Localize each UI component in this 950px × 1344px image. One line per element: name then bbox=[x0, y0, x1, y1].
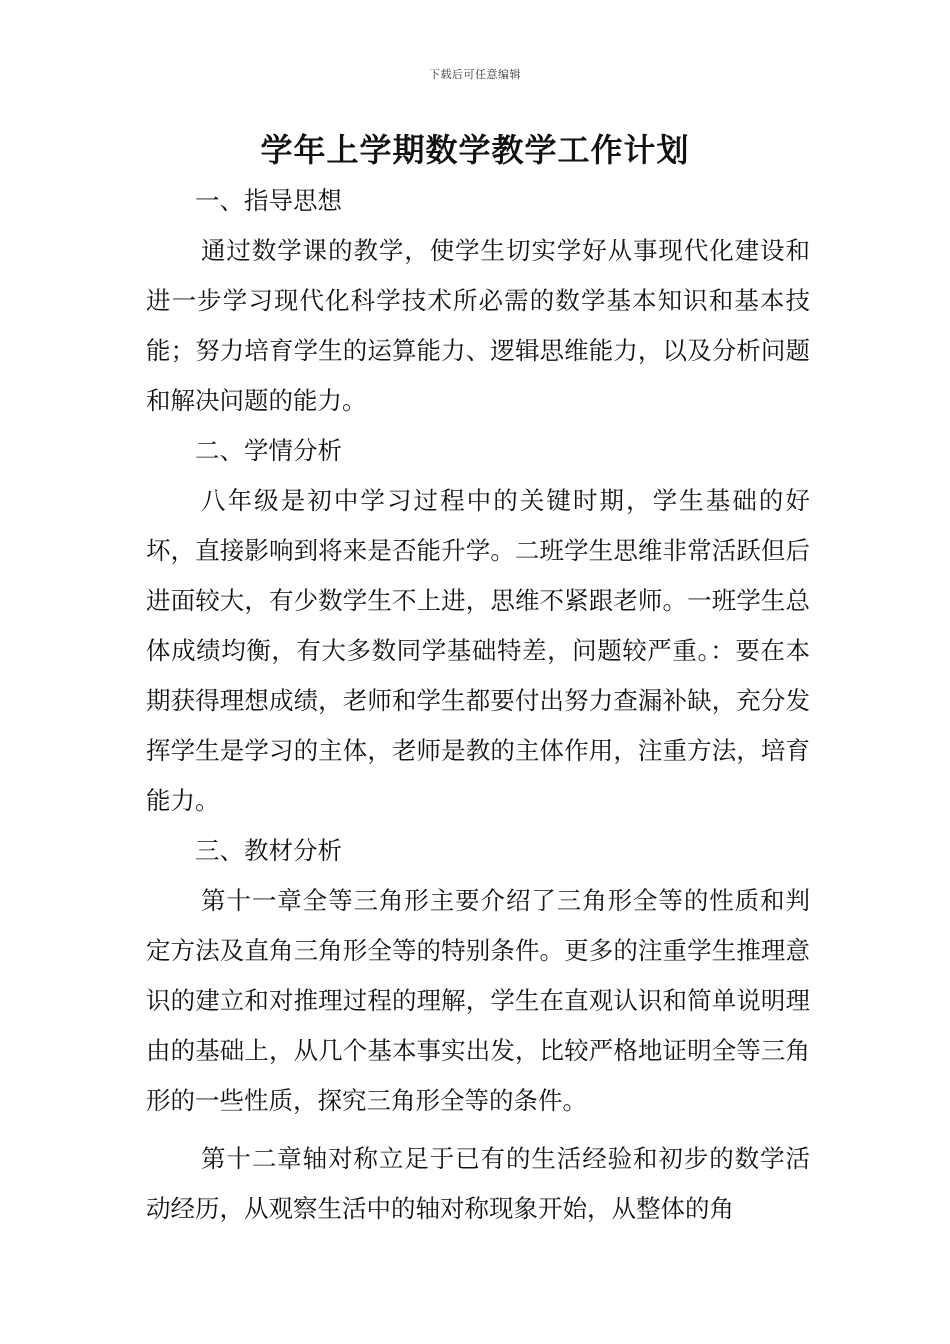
document-body bbox=[146, 176, 810, 1234]
document-title: 学年上学期数学教学工作计划 bbox=[260, 131, 690, 169]
section-heading-guiding-ideology: 一、指导思想 bbox=[195, 186, 342, 215]
header-note: 下载后可任意编辑 bbox=[429, 68, 521, 81]
section-heading-textbook-analysis: 三、教材分析 bbox=[195, 836, 342, 865]
paragraph-chapter-11: 第十一章全等三角形主要介绍了三角形全等的性质和判定方法及直角三角形全等的特别条件。更多的注重学生推理意识的建立和对推理过程的理解，学生在直观认识和简单说明理由的基础上，从几个基本事实出发，比较严格地证明全等三角形的一些性质，探究三角形全等的条件。 bbox=[146, 886, 810, 1115]
section-heading-student-analysis: 二、学情分析 bbox=[195, 436, 342, 465]
paragraph-student-analysis: 八年级是初中学习过程中的关键时期，学生基础的好坏，直接影响到将来是否能升学。二班学生思维非常活跃但后进面较大，有少数学生不上进，思维不紧跟老师。一班学生总体成绩均衡，有大多数同学基础特差，问题较严重。：要在本期获得理想成绩，老师和学生都要付出努力查漏补缺，充分发挥学生是学习的主体，老师是教的主体作用，注重方法，培育能力。 bbox=[146, 486, 810, 815]
paragraph-guiding-ideology: 通过数学课的教学，使学生切实学好从事现代化建设和进一步学习现代化科学技术所必需的数学基本知识和基本技能；努力培育学生的运算能力、逻辑思维能力，以及分析问题和解决问题的能力。 bbox=[146, 236, 810, 415]
paragraph-chapter-12: 第十二章轴对称立足于已有的生活经验和初步的数学活动经历，从观察生活中的轴对称现象开始，从整体的角 bbox=[146, 1144, 810, 1223]
